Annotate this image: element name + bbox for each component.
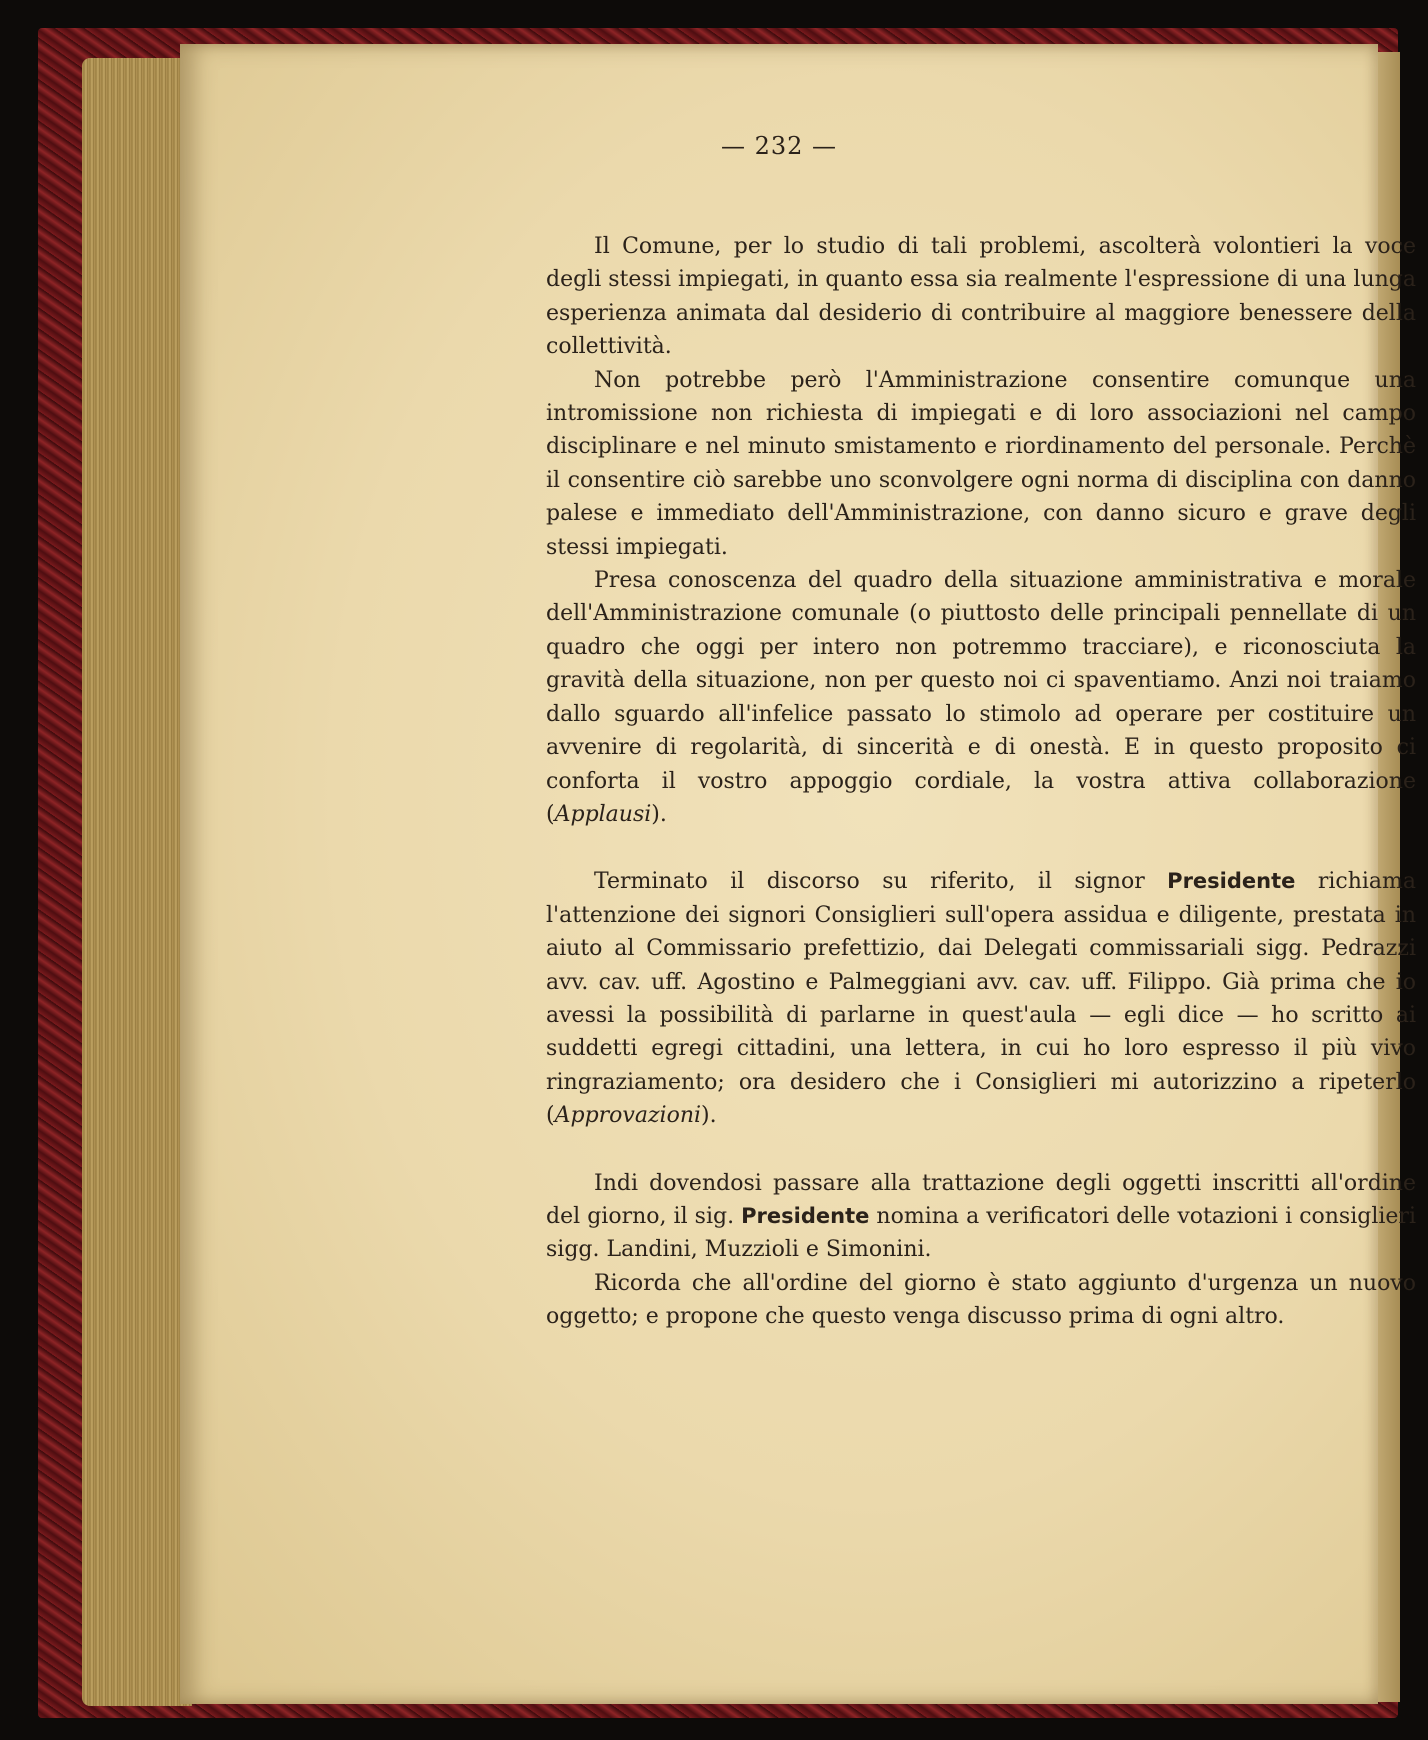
bold-presidente: Presidente — [1167, 869, 1296, 894]
page-number: — 232 — — [720, 132, 838, 160]
italic-applausi: Applausi — [554, 801, 652, 827]
bold-presidente: Presidente — [741, 1203, 870, 1228]
paragraph-text: Ricorda che all'ordine del giorno è stato aggiunto d'urgenza un nuovo oggetto; e propone che questo venga discusso prima di ogni altro. — [546, 1270, 1416, 1330]
paragraph-comune — [546, 230, 1416, 364]
paragraph-text: richiama l'attenzione dei signori Consiglieri sull'opera assidua e diligente, prestata in aiuto al Commissario prefettizio, dai Delegati commissariali sigg. Pedrazzi avv. cav. uff. Agostino e Palmeggiani avv. cav. uff. Filippo. Già prima che io avessi la possibilità di parlarne in quest'aula — egli dice — ho scritto ai suddetti egregi cittadini, una lettera, in cui ho loro espresso il più vivo ringraziamento; ora desidero che i Consiglieri mi autorizzino a ripeterlo ( — [546, 869, 1416, 1129]
paragraph-terminato — [546, 865, 1416, 1132]
paragraph-text: ). — [651, 801, 667, 827]
paragraph-text: Indi dovendosi passare alla trattazione degli oggetti inscritti all'ordine del giorno, il sig. — [546, 1170, 1416, 1229]
paragraph-presa-conoscenza — [546, 564, 1416, 831]
book-page — [180, 44, 1416, 1704]
italic-approvazioni: Approvazioni — [554, 1103, 702, 1129]
body-text — [546, 230, 1416, 1334]
paragraph-text: nomina a verificatori delle votazioni i consiglieri sigg. Landini, Muzzioli e Simonini. — [546, 1203, 1416, 1263]
paragraph-amministrazione — [546, 364, 1416, 564]
paragraph-text: ). — [701, 1103, 717, 1129]
paragraph-indi — [546, 1167, 1416, 1267]
page-edges-stack — [82, 58, 192, 1706]
paragraph-text: Presa conoscenza del quadro della situazione amministrativa e morale dell'Amministrazione comunale (o piuttosto delle principali pennellate di un quadro che oggi per intero non potremmo tracciare), e riconosciuta la gravità della situazione, non per questo noi ci spaventiamo. Anzi noi traiamo dallo sguardo all'infelice passato lo stimolo ad operare per costituire un avvenire di regolarità, di sincerità e di onestà. E in questo proposito ci conforta il vostro appoggio cordiale, la vostra attiva collaborazione ( — [546, 568, 1416, 827]
paragraph-text: Il Comune, per lo studio di tali problemi, ascolterà volontieri la voce degli stessi impiegati, in quanto essa sia realmente l'espressione di una lunga esperienza animata dal desiderio di contribuire al maggiore benessere della collettività. — [546, 234, 1416, 360]
paragraph-text: Terminato il discorso su riferito, il signor — [594, 869, 1168, 895]
paragraph-ricorda — [546, 1267, 1416, 1334]
paragraph-text: Non potrebbe però l'Amministrazione consentire comunque una intromissione non richiesta di impiegati e di loro associazioni nel campo disciplinare e nel minuto smistamento e riordinamento del personale. Perchè il consentire ciò sarebbe uno sconvolgere ogni norma di disciplina con danno palese e immediato dell'Amministrazione, con danno sicuro e grave degli stessi impiegati. — [546, 367, 1416, 560]
